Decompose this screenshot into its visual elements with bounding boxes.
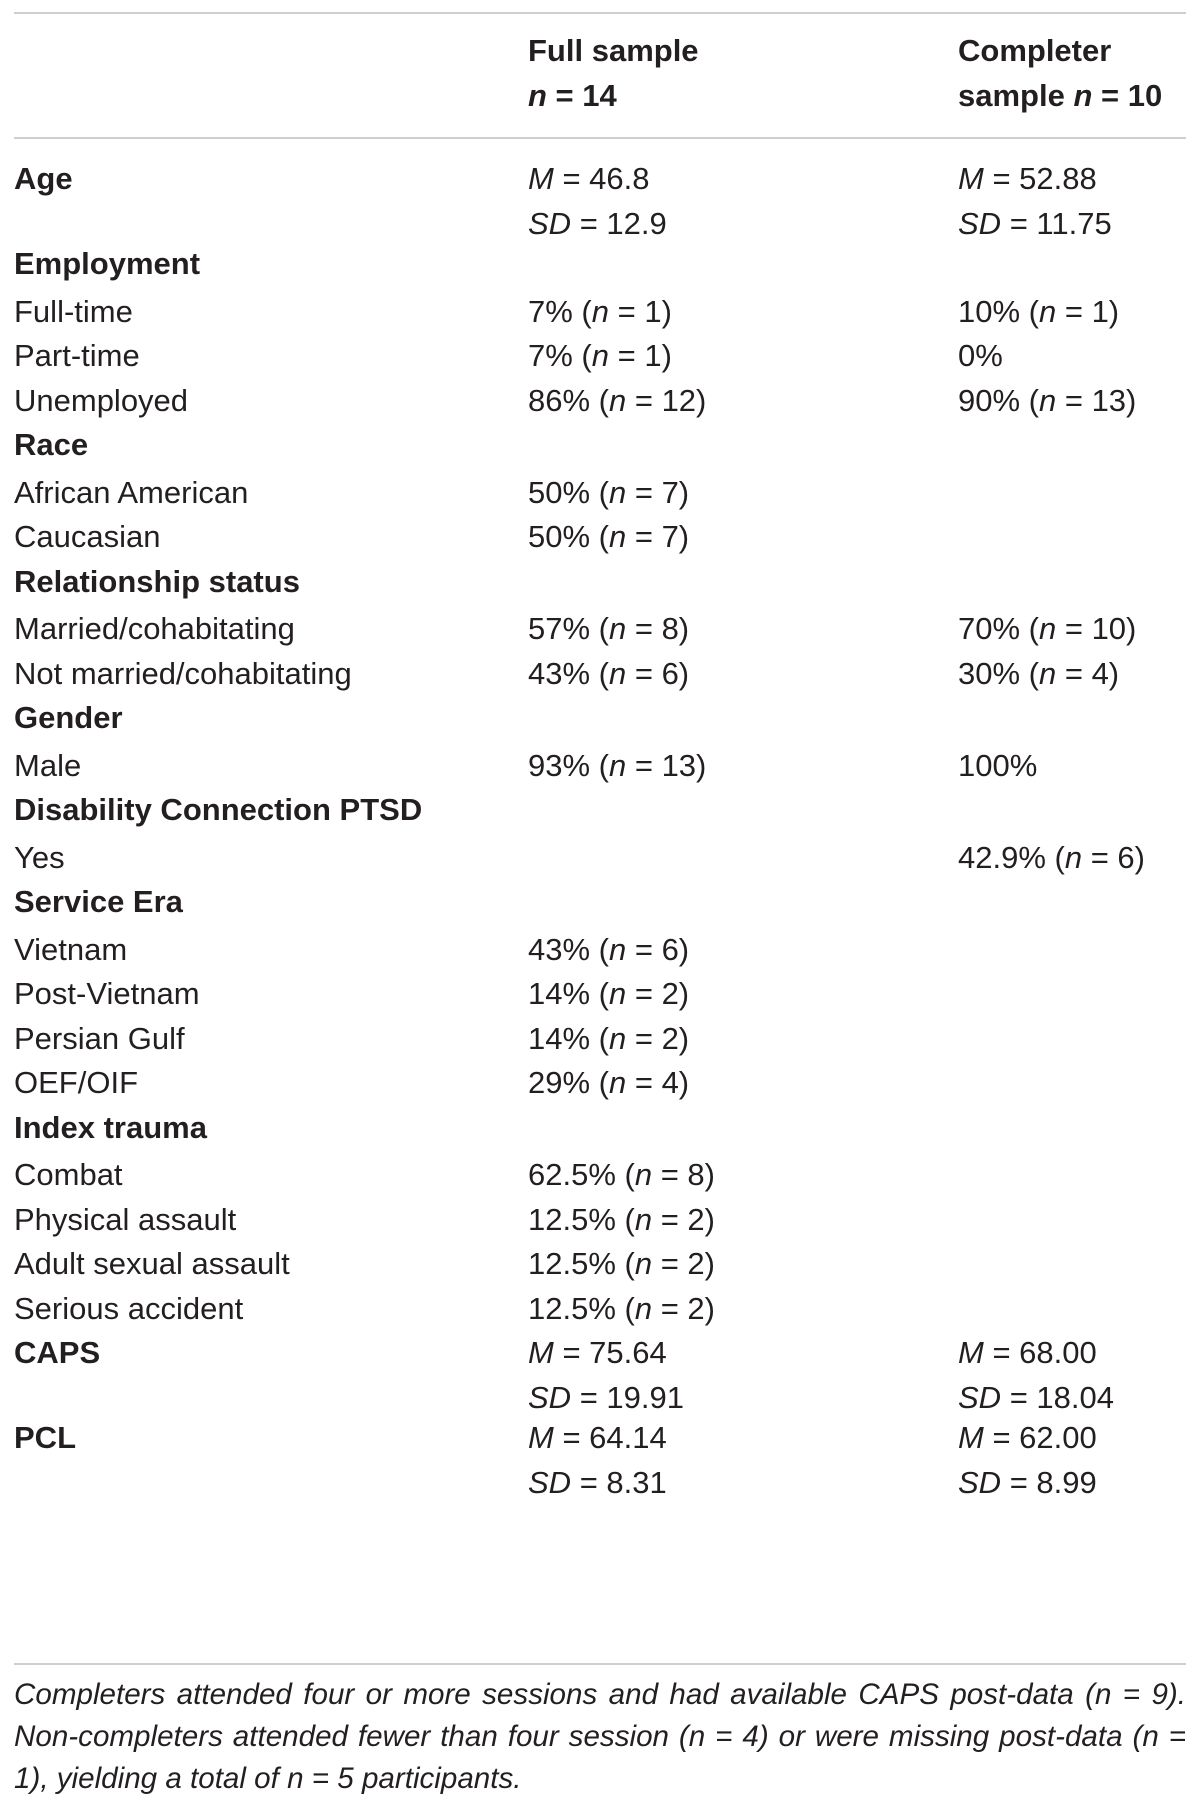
table-row [14, 514, 1186, 559]
row-label: Caucasian [14, 519, 161, 554]
row-label: Persian Gulf [14, 1020, 185, 1056]
table-row [14, 1286, 1186, 1331]
full-sample-value: 12.5% (n = 2) [528, 1246, 715, 1281]
table-row [14, 971, 1186, 1016]
full-sample-value: 93% (n = 13) [528, 747, 707, 783]
completer-sample-value-line-1: M = 62.00 [958, 1420, 1097, 1455]
stat-row [14, 156, 1186, 241]
full-sample-value: 86% (n = 12) [528, 382, 707, 418]
table-body [14, 156, 1186, 1500]
section-header-label: Race [14, 427, 89, 462]
table-row [14, 651, 1186, 696]
column-header-full-line1: Full sample [528, 33, 699, 68]
table-row [14, 743, 1186, 788]
table-row [14, 835, 1186, 880]
stat-label: Age [14, 161, 73, 196]
completer-sample-value-line-2: SD = 8.99 [958, 1465, 1097, 1500]
table-row [14, 289, 1186, 334]
section-header-label: Service Era [14, 884, 183, 919]
completer-sample-value [958, 1330, 1114, 1420]
section-header-row [14, 787, 1186, 835]
full-sample-value: 57% (n = 8) [528, 611, 690, 646]
column-header-completer-line1: Completer [958, 33, 1112, 68]
stat-row [14, 1415, 1186, 1500]
full-sample-value-line-1: M = 64.14 [528, 1420, 667, 1455]
row-label: Yes [14, 839, 65, 875]
completer-sample-value [958, 156, 1112, 246]
completer-sample-value: 10% (n = 1) [958, 293, 1120, 329]
stat-label: PCL [14, 1420, 76, 1455]
table-row [14, 606, 1186, 651]
table-row [14, 470, 1186, 515]
full-sample-value-line-2: SD = 12.9 [528, 206, 667, 241]
table-row [14, 1197, 1186, 1242]
section-header-row [14, 879, 1186, 927]
row-label: Not married/cohabitating [14, 655, 352, 691]
table-row [14, 1152, 1186, 1197]
row-label: Serious accident [14, 1290, 244, 1326]
column-header-full-sample [528, 28, 699, 118]
table-row [14, 927, 1186, 972]
full-sample-value: 14% (n = 2) [528, 976, 690, 1011]
section-header-row [14, 695, 1186, 743]
row-label: Married/cohabitating [14, 611, 295, 646]
full-sample-value: 50% (n = 7) [528, 474, 690, 510]
completer-sample-value-line-2: SD = 18.04 [958, 1380, 1114, 1415]
section-header-label: Disability Connection PTSD [14, 792, 423, 827]
completer-sample-value-line-1: M = 68.00 [958, 1335, 1097, 1370]
row-label: Post-Vietnam [14, 976, 200, 1011]
completer-sample-value [958, 1415, 1097, 1505]
full-sample-value: 14% (n = 2) [528, 1020, 690, 1056]
full-sample-value: 7% (n = 1) [528, 338, 672, 373]
row-label: Full-time [14, 293, 133, 329]
full-sample-value: 7% (n = 1) [528, 293, 672, 329]
completer-sample-value: 42.9% (n = 6) [958, 839, 1145, 875]
row-label: Combat [14, 1157, 123, 1192]
table-row [14, 1016, 1186, 1061]
full-sample-value: 62.5% (n = 8) [528, 1157, 715, 1192]
section-header-label: Relationship status [14, 563, 300, 599]
full-sample-value-line-1: M = 46.8 [528, 161, 650, 196]
section-header-row [14, 422, 1186, 470]
completer-sample-value: 90% (n = 13) [958, 382, 1137, 418]
stat-row [14, 1330, 1186, 1415]
column-header-full-line2: n = 14 [528, 78, 617, 113]
completer-sample-value-line-2: SD = 11.75 [958, 206, 1112, 241]
table-row [14, 333, 1186, 378]
section-header-row [14, 559, 1186, 607]
full-sample-value: 12.5% (n = 2) [528, 1290, 715, 1326]
full-sample-value: 43% (n = 6) [528, 655, 690, 691]
header-rule [14, 137, 1186, 139]
completer-sample-value-line-1: M = 52.88 [958, 161, 1097, 196]
section-header-label: Employment [14, 246, 201, 281]
table-footnote: Completers attended four or more sessions and had available CAPS post-data (n = 9). Non-completers attended fewer than four session (n = 4) or were missing post-data (n = 1), yielding a total of n = 5 participants. [14, 1678, 1186, 1795]
section-header-row [14, 1105, 1186, 1153]
row-label: Male [14, 747, 82, 783]
full-sample-value-line-2: SD = 19.91 [528, 1380, 684, 1415]
completer-sample-value: 100% [958, 747, 1038, 783]
full-sample-value-line-1: M = 75.64 [528, 1335, 667, 1370]
section-header-row [14, 241, 1186, 289]
full-sample-value: 43% (n = 6) [528, 931, 690, 967]
stat-label: CAPS [14, 1335, 101, 1370]
full-sample-value [528, 156, 667, 246]
full-sample-value: 12.5% (n = 2) [528, 1201, 715, 1237]
top-rule [14, 12, 1186, 14]
section-header-label: Gender [14, 700, 123, 735]
completer-sample-value: 0% [958, 338, 1003, 373]
row-label: Vietnam [14, 931, 128, 967]
full-sample-value [528, 1415, 667, 1505]
row-label: OEF/OIF [14, 1065, 138, 1100]
row-label: Unemployed [14, 382, 189, 418]
table-row [14, 1060, 1186, 1105]
row-label: African American [14, 474, 249, 510]
full-sample-value: 50% (n = 7) [528, 519, 690, 554]
row-label: Adult sexual assault [14, 1246, 290, 1281]
table-row [14, 1241, 1186, 1286]
column-header-completer-sample [958, 28, 1162, 118]
full-sample-value-line-2: SD = 8.31 [528, 1465, 667, 1500]
row-label: Physical assault [14, 1201, 237, 1237]
full-sample-value [528, 1330, 684, 1420]
completer-sample-value: 30% (n = 4) [958, 655, 1120, 691]
section-header-label: Index trauma [14, 1109, 207, 1145]
table-row [14, 378, 1186, 423]
completer-sample-value: 70% (n = 10) [958, 611, 1137, 646]
row-label: Part-time [14, 338, 140, 373]
column-header-completer-line2: sample n = 10 [958, 78, 1163, 113]
full-sample-value: 29% (n = 4) [528, 1065, 690, 1100]
bottom-rule [14, 1663, 1186, 1665]
